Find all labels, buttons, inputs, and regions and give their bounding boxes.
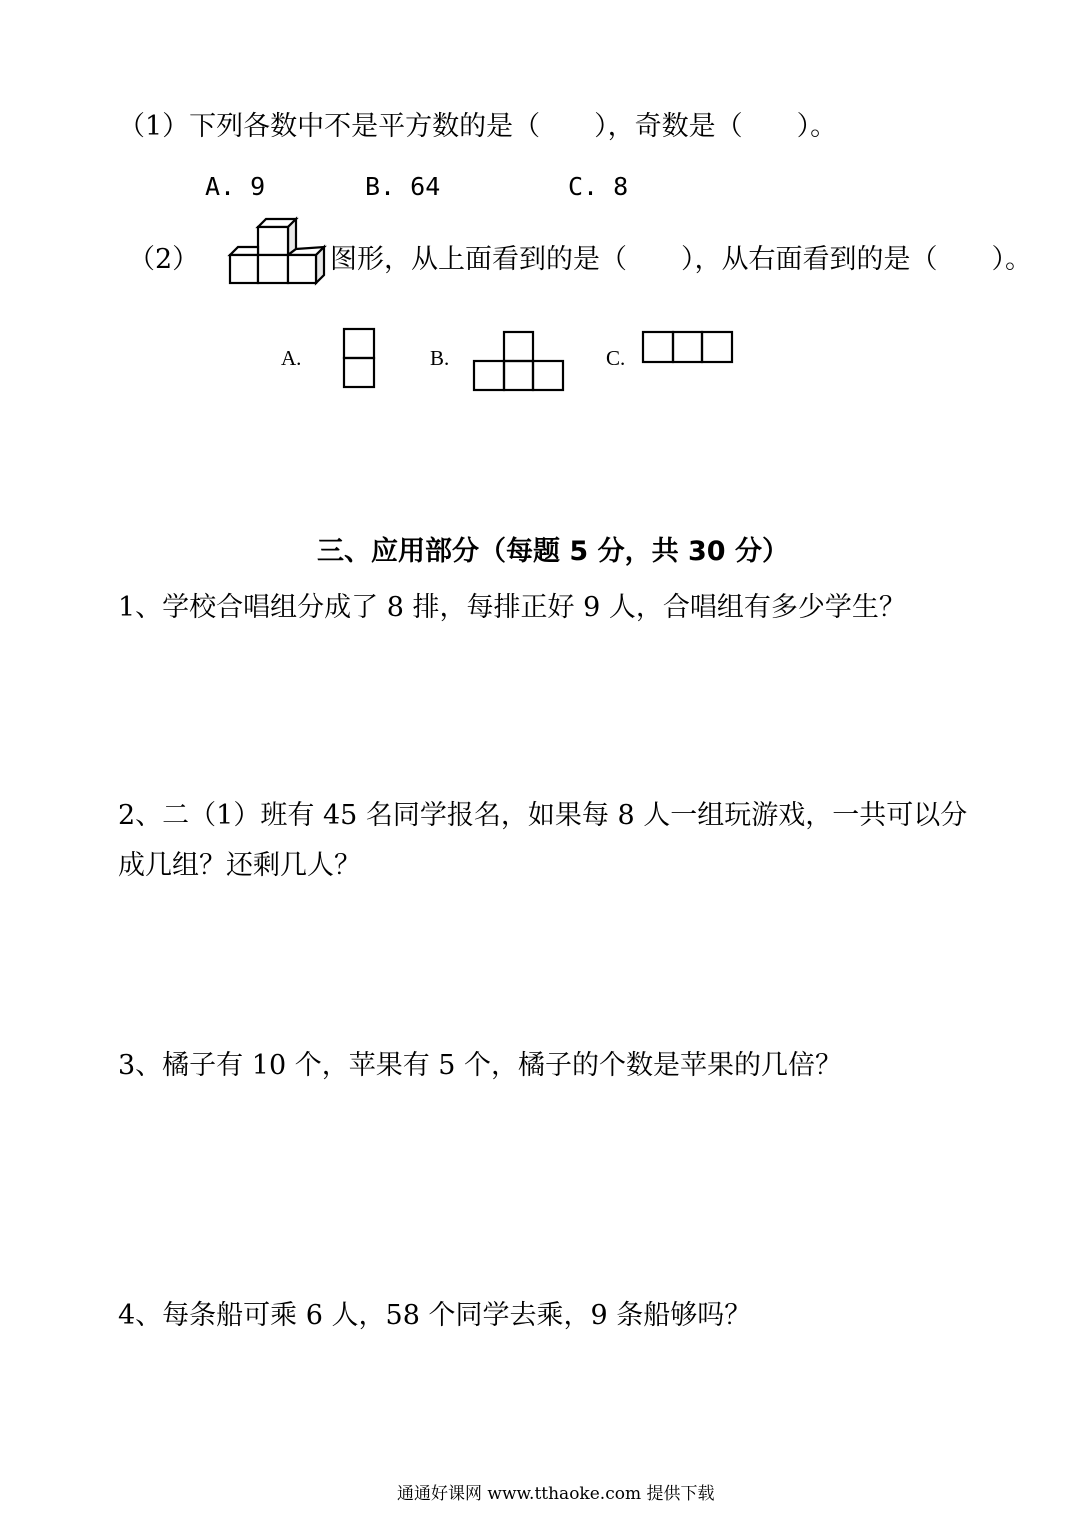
app-question-3: 3、橘子有 10 个，苹果有 5 个，橘子的个数是苹果的几倍？ bbox=[118, 1050, 843, 1081]
q1-option-c: C. 8 bbox=[568, 172, 629, 201]
app-question-2-line-1: 2、二（1）班有 45 名同学报名，如果每 8 人一组玩游戏，一共可以分 bbox=[118, 800, 968, 831]
q2-option-b-figure bbox=[473, 331, 565, 391]
question-1-text: （1）下列各数中不是平方数的是（ ），奇数是（ ）。 bbox=[118, 111, 838, 142]
app-question-1: 1、学校合唱组分成了 8 排，每排正好 9 人，合唱组有多少学生？ bbox=[118, 592, 906, 623]
q2-option-c-label: C. bbox=[606, 346, 626, 370]
q2-option-b-label: B. bbox=[430, 346, 450, 370]
app-question-2-line-2: 成几组？还剩几人？ bbox=[118, 850, 361, 881]
app-question-4: 4、每条船可乘 6 人，58 个同学去乘，9 条船够吗？ bbox=[118, 1300, 752, 1331]
footer-text: 通通好课网 www.tthaoke.com 提供下载 bbox=[397, 1484, 715, 1504]
q1-option-b: B. 64 bbox=[365, 172, 441, 201]
q2-option-a-figure bbox=[343, 328, 375, 388]
question-2-number: （2） bbox=[128, 244, 200, 275]
q2-option-c-figure bbox=[642, 331, 734, 363]
q1-option-a: A. 9 bbox=[205, 172, 266, 201]
cube-stack-figure bbox=[228, 213, 328, 285]
q2-option-a-label: A. bbox=[281, 346, 302, 370]
part-3-title: 三、应用部分（每题 5 分，共 30 分） bbox=[317, 536, 789, 567]
question-2-text: 图形，从上面看到的是（ ），从右面看到的是（ ）。 bbox=[330, 244, 1032, 275]
